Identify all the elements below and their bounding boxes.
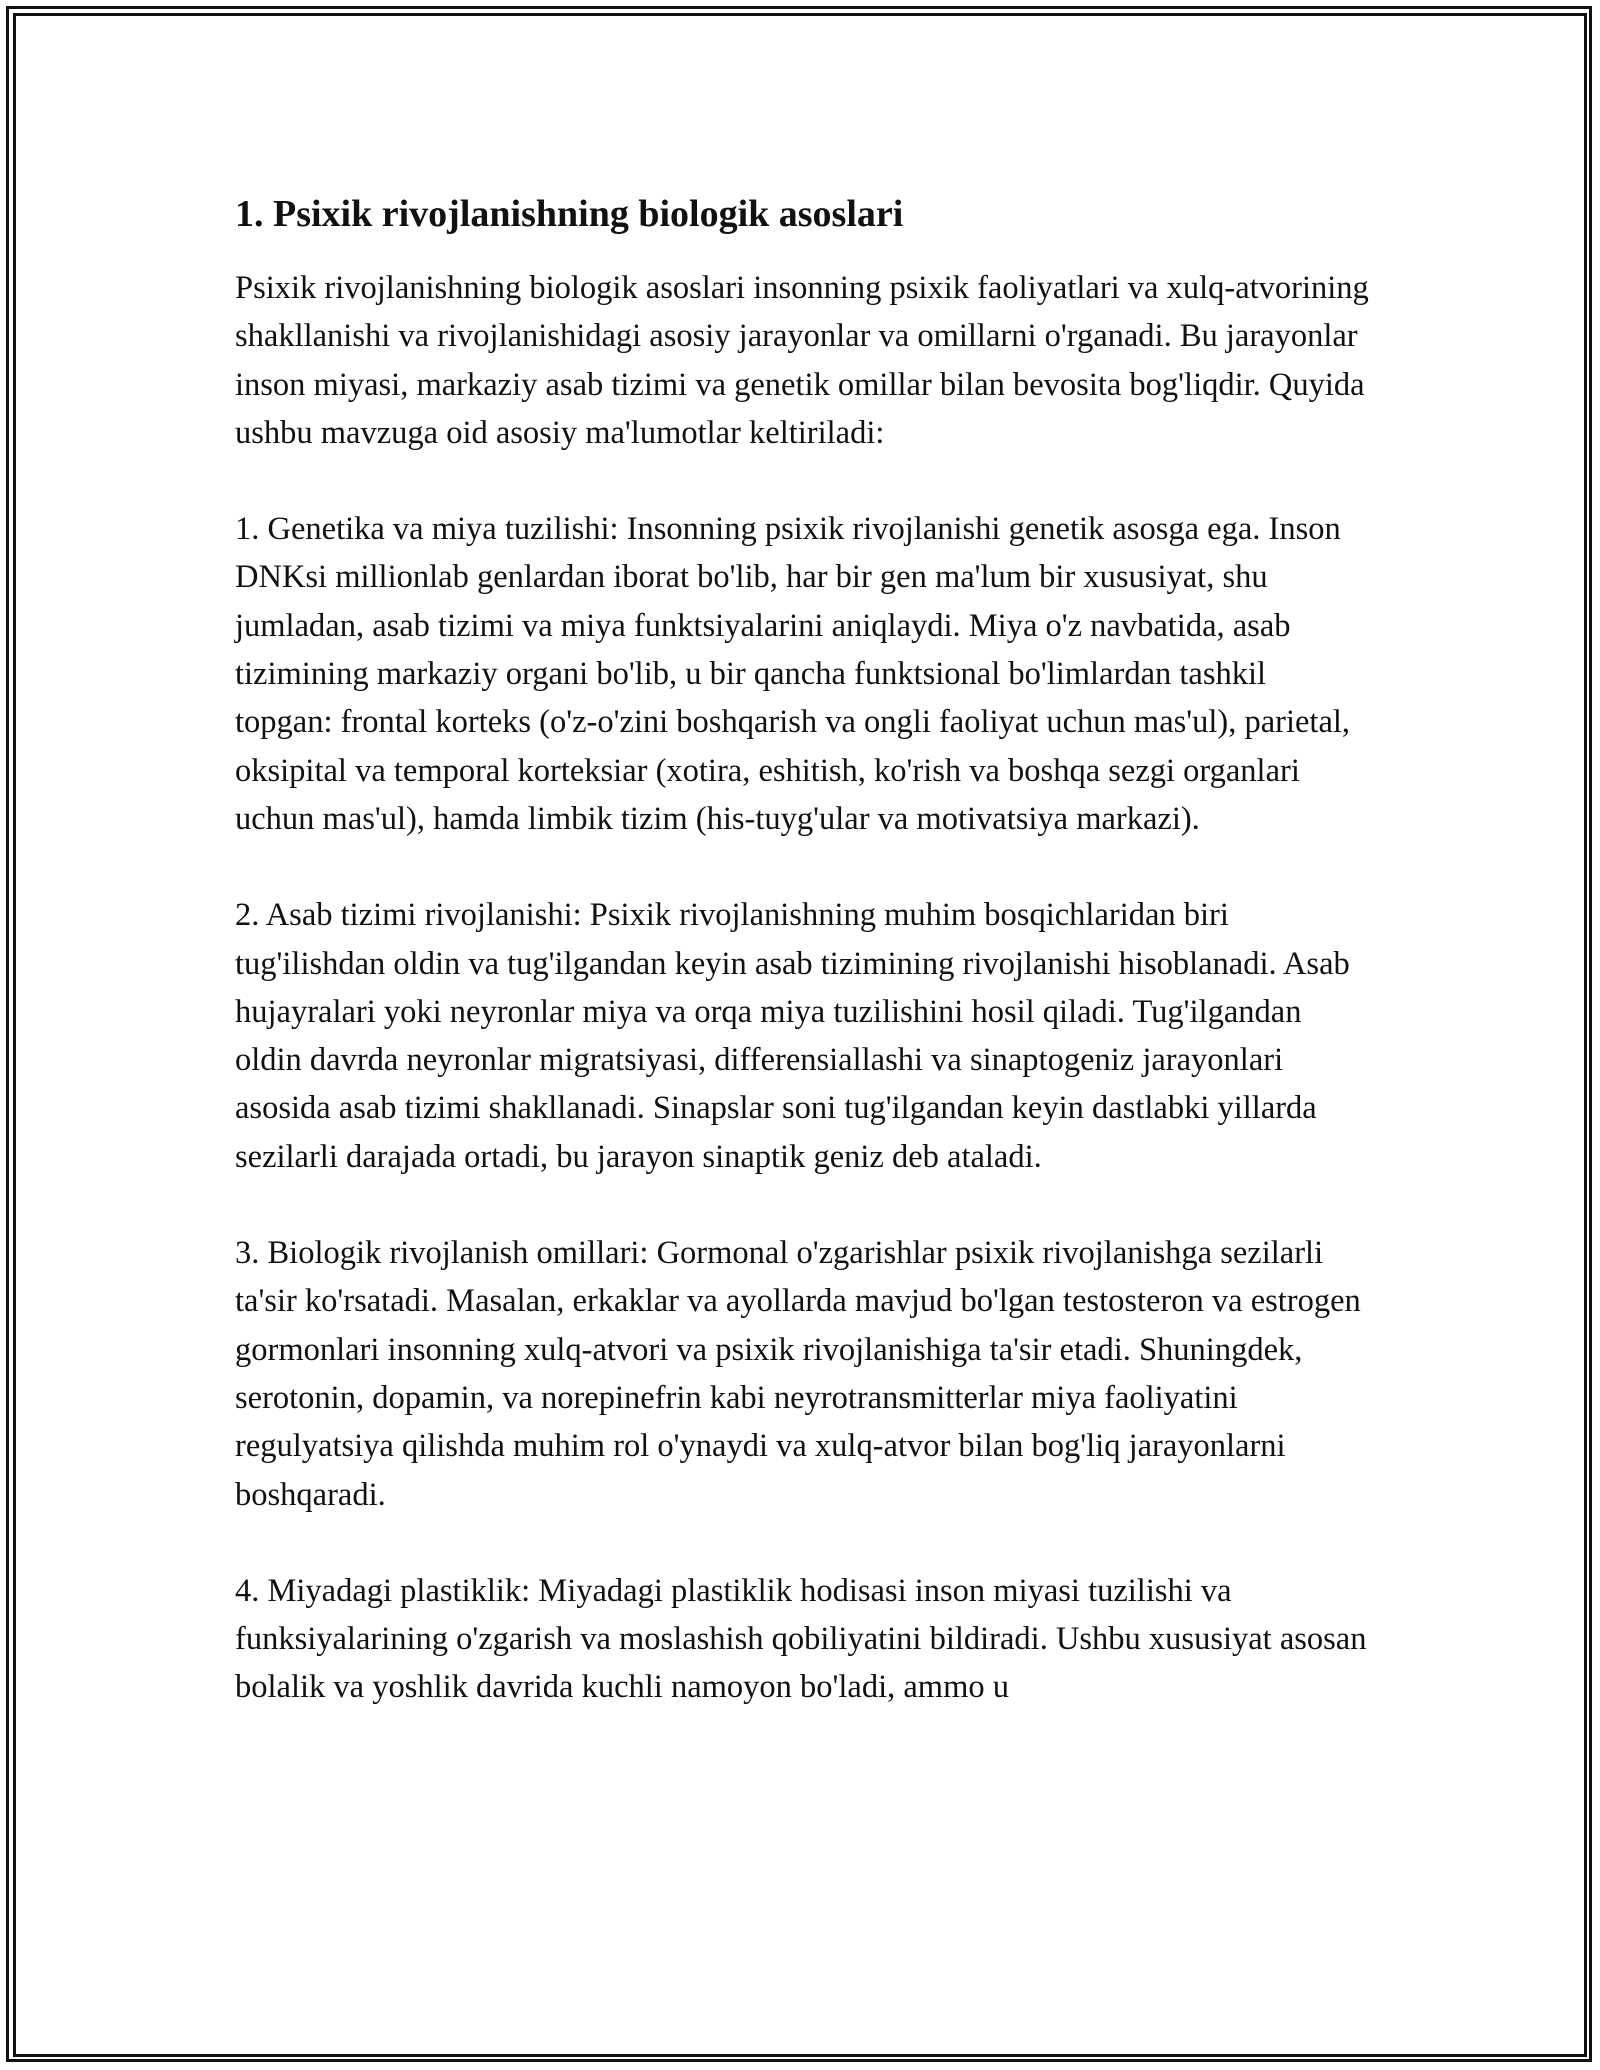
paragraph-nervous-system: 2. Asab tizimi rivojlanishi: Psixik rivojlanishning muhim bosqichlaridan biri tug'ilishdan oldin va tug'ilgandan keyin asab tizimining rivojlanishi hisoblanadi. Asab hujayralari yoki neyronlar miya va orqa miya tuzilishini hosil qiladi. Tug'ilgandan oldin davrda neyronlar migratsiyasi, differensiallashi va sinaptogeniz jarayonlari asosida asab tizimi shakllanadi. Sinapslar soni tug'ilgandan keyin dastlabki yillarda sezilarli darajada ortadi, bu jarayon sinaptik geniz deb ataladi. [235,897,1350,1175]
intro-paragraph: Psixik rivojlanishning biologik asoslari insonning psixik faoliyatlari va xulq-atvorining shakllanishi va rivojlanishidagi asosiy jarayonlar va omillarni o'rganadi. Bu jarayonlar inson miyasi, markaziy asab tizimi va genetik omillar bilan bevosita bog'liqdir. Quyida ushbu mavzuga oid asosiy ma'lumotlar keltiriladi: [235,270,1369,451]
paragraph-genetics: 1. Genetika va miya tuzilishi: Insonning psixik rivojlanishi genetik asosga ega. Inson DNKsi millionlab genlardan iborat bo'lib, har bir gen ma'lum bir xususiyat, shu jumladan, asab tizimi va miya funktsiyalarini aniqlaydi. Miya o'z navbatida, asab tizimining markaziy organi bo'lib, u bir qancha funktsional bo'limlardan tashkil topgan: frontal korteks (o'z-o'zini boshqarish va ongli faoliyat uchun mas'ul), parietal, oksipital va temporal korteksiar (xotira, eshitish, ko'rish va boshqa sezgi organlari uchun mas'ul), hamda limbik tizim (his-tuyg'ular va motivatsiya markazi). [235,511,1351,837]
section-title: 1. Psixik rivojlanishning biologik asoslari [235,193,904,235]
document-body [235,190,1370,1760]
paragraph-biological-factors: 3. Biologik rivojlanish omillari: Gormonal o'zgarishlar psixik rivojlanishga sezilarli ta'sir ko'rsatadi. Masalan, erkaklar va ayollarda mavjud bo'lgan testosteron va estrogen gormonlari insonning xulq-atvori va psixik rivojlanishiga ta'sir etadi. Shuningdek, serotonin, dopamin, va norepinefrin kabi neyrotransmitterlar miya faoliyatini regulyatsiya qilishda muhim rol o'ynaydi va xulq-atvor bilan bog'liq jarayonlarni boshqaradi. [235,1235,1361,1513]
paragraph-plasticity: 4. Miyadagi plastiklik: Miyadagi plastiklik hodisasi inson miyasi tuzilishi va funksiyalarining o'zgarish va moslashish qobiliyatini bildiradi. Ushbu xususiyat asosan bolalik va yoshlik davrida kuchli namoyon bo'ladi, ammo u [235,1572,1367,1706]
